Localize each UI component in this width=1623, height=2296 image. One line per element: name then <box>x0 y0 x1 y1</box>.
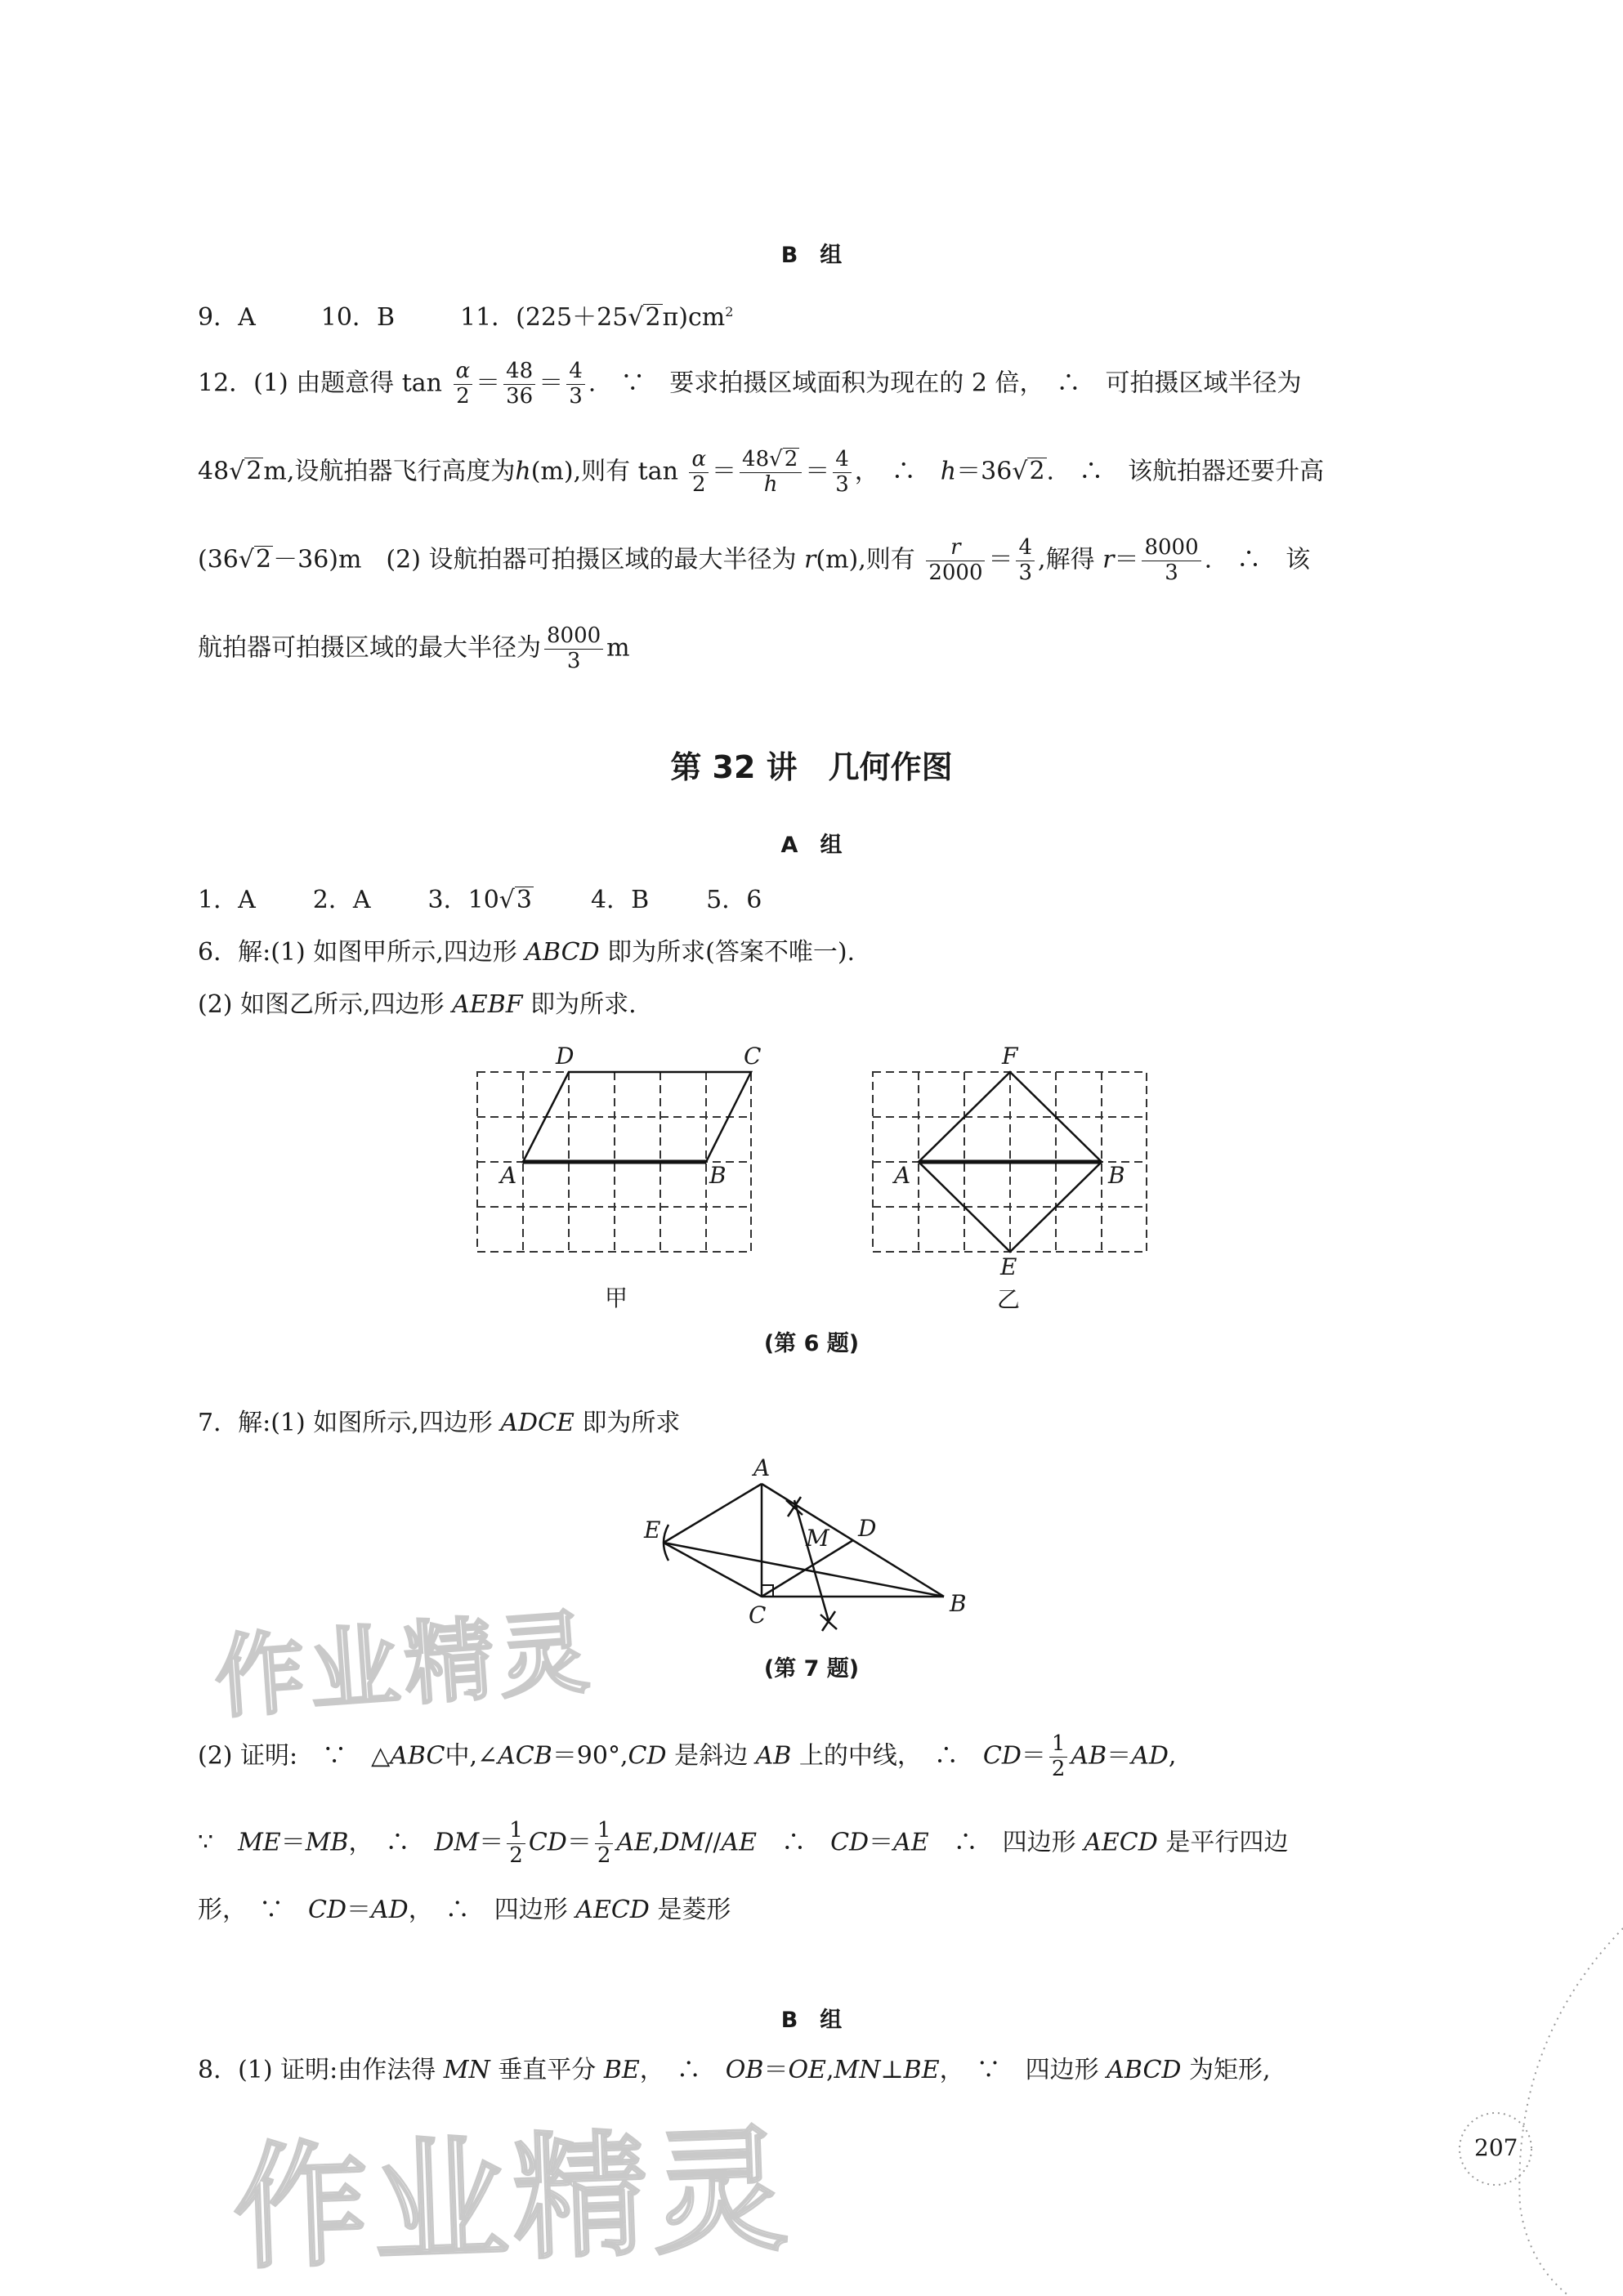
point-b-label: B <box>950 1590 967 1617</box>
point-b2-label: B <box>1108 1162 1125 1189</box>
point-a2-label: A <box>894 1162 911 1189</box>
answer-line-1-5: 1．A 2．A 3．10√3 4．B 5．6 <box>198 886 762 914</box>
watermark-1: 作业精灵 <box>211 1599 597 1731</box>
fig7-caption: (第 7 题) <box>763 1656 860 1682</box>
group-heading-a: A 组 <box>780 833 843 858</box>
q7-proof-line-3: 形， ∵ CD＝AD， ∴ 四边形 AECD 是菱形 <box>198 1896 731 1924</box>
segment-ec <box>664 1543 762 1597</box>
arc-mark-bottom <box>820 1611 837 1631</box>
q12-line-4: 航拍器可拍摄区域的最大半径为 $\frac{8000}{3}$ m <box>198 623 630 673</box>
fig6-caption: (第 6 题) <box>763 1331 860 1356</box>
page-corner-decoration <box>1414 1879 1623 2296</box>
q8-line-1: 8．(1) 证明:由作法得 MN 垂直平分 BE， ∴ OB＝OE,MN⊥BE， ∵ 四边形 ABCD 为矩形, <box>198 2056 1271 2084</box>
answer-10: 10．B <box>320 303 395 332</box>
answer-11: 11．$(225+25√2\pi)cm^2$ <box>460 303 734 332</box>
q12-line-2: 48√2m,设航拍器飞行高度为h(m),则有 tan $\frac{\alpha}{2}$ ＝ $\frac{48√2}{h}$ ＝ $\frac{4}{3}$ ， ∴ h＝36√2. ∴ 该航拍器还要升高 <box>198 447 1325 497</box>
section-title: 第 32 讲 几何作图 <box>670 749 953 785</box>
q12-line-1: 12．(1) 由题意得 tan $\frac{\alpha}{2}$ ＝ $\frac{48}{36}$ ＝ $\frac{4}{3}$ . ∵ 要求拍摄区域面积为现在的 2 倍， ∴ 可拍摄区域半径为 <box>198 359 1302 409</box>
answer-9: 9．A <box>198 303 256 332</box>
q7-line-1: 7．解:(1) 如图所示,四边形 ADCE 即为所求 <box>198 1409 681 1437</box>
point-e-label: E <box>1000 1253 1017 1280</box>
answer-line-9-11 <box>198 296 733 334</box>
perpendicular-bisector <box>794 1500 829 1621</box>
point-f-label: F <box>1002 1043 1018 1070</box>
watermark-2: 作业精灵 <box>230 2111 795 2288</box>
q7-proof-line-2: ∵ ME＝MB， ∴ DM＝ $\frac{1}{2}$ CD＝ $\frac{1}{2}$ AE,DM//AE ∴ CD＝AE ∴ 四边形 AECD 是平行四边 <box>198 1818 1289 1868</box>
point-c-label: C <box>749 1601 767 1628</box>
segment-ae <box>664 1484 762 1543</box>
point-d-label: D <box>556 1043 575 1070</box>
page-number: 207 <box>1474 2134 1518 2161</box>
point-c-label: C <box>744 1043 762 1070</box>
figure-6 <box>458 1038 1193 1324</box>
label-jia: 甲 <box>605 1284 628 1311</box>
q6-line-2: (2) 如图乙所示,四边形 AEBF 即为所求. <box>198 990 637 1019</box>
group-heading-b-2: B 组 <box>780 2008 843 2033</box>
point-e-label: E <box>644 1517 661 1543</box>
point-m-label: M <box>806 1525 829 1552</box>
point-d-label: D <box>858 1515 877 1542</box>
point-a-label: A <box>500 1162 517 1189</box>
point-b-label: B <box>709 1162 727 1189</box>
group-heading-b: B 组 <box>780 243 843 268</box>
q12-line-3: (36√2－36)m (2) 设航拍器可拍摄区域的最大半径为 r(m),则有 $\frac{r}{2000}$ ＝ $\frac{4}{3}$ ,解得 r＝ $\frac{8000}{3}$ . ∴ 该 <box>198 535 1311 585</box>
point-a-label: A <box>753 1454 771 1481</box>
label-yi: 乙 <box>997 1286 1021 1313</box>
figure-7 <box>629 1454 1005 1642</box>
q7-proof-line-1: (2) 证明: ∵ △ABC中,∠ACB＝90°,CD 是斜边 AB 上的中线， ∴ CD＝ $\frac{1}{2}$ AB＝AD, <box>198 1731 1177 1781</box>
q6-line-1: 6．解:(1) 如图甲所示,四边形 ABCD 即为所求(答案不唯一). <box>198 938 856 967</box>
